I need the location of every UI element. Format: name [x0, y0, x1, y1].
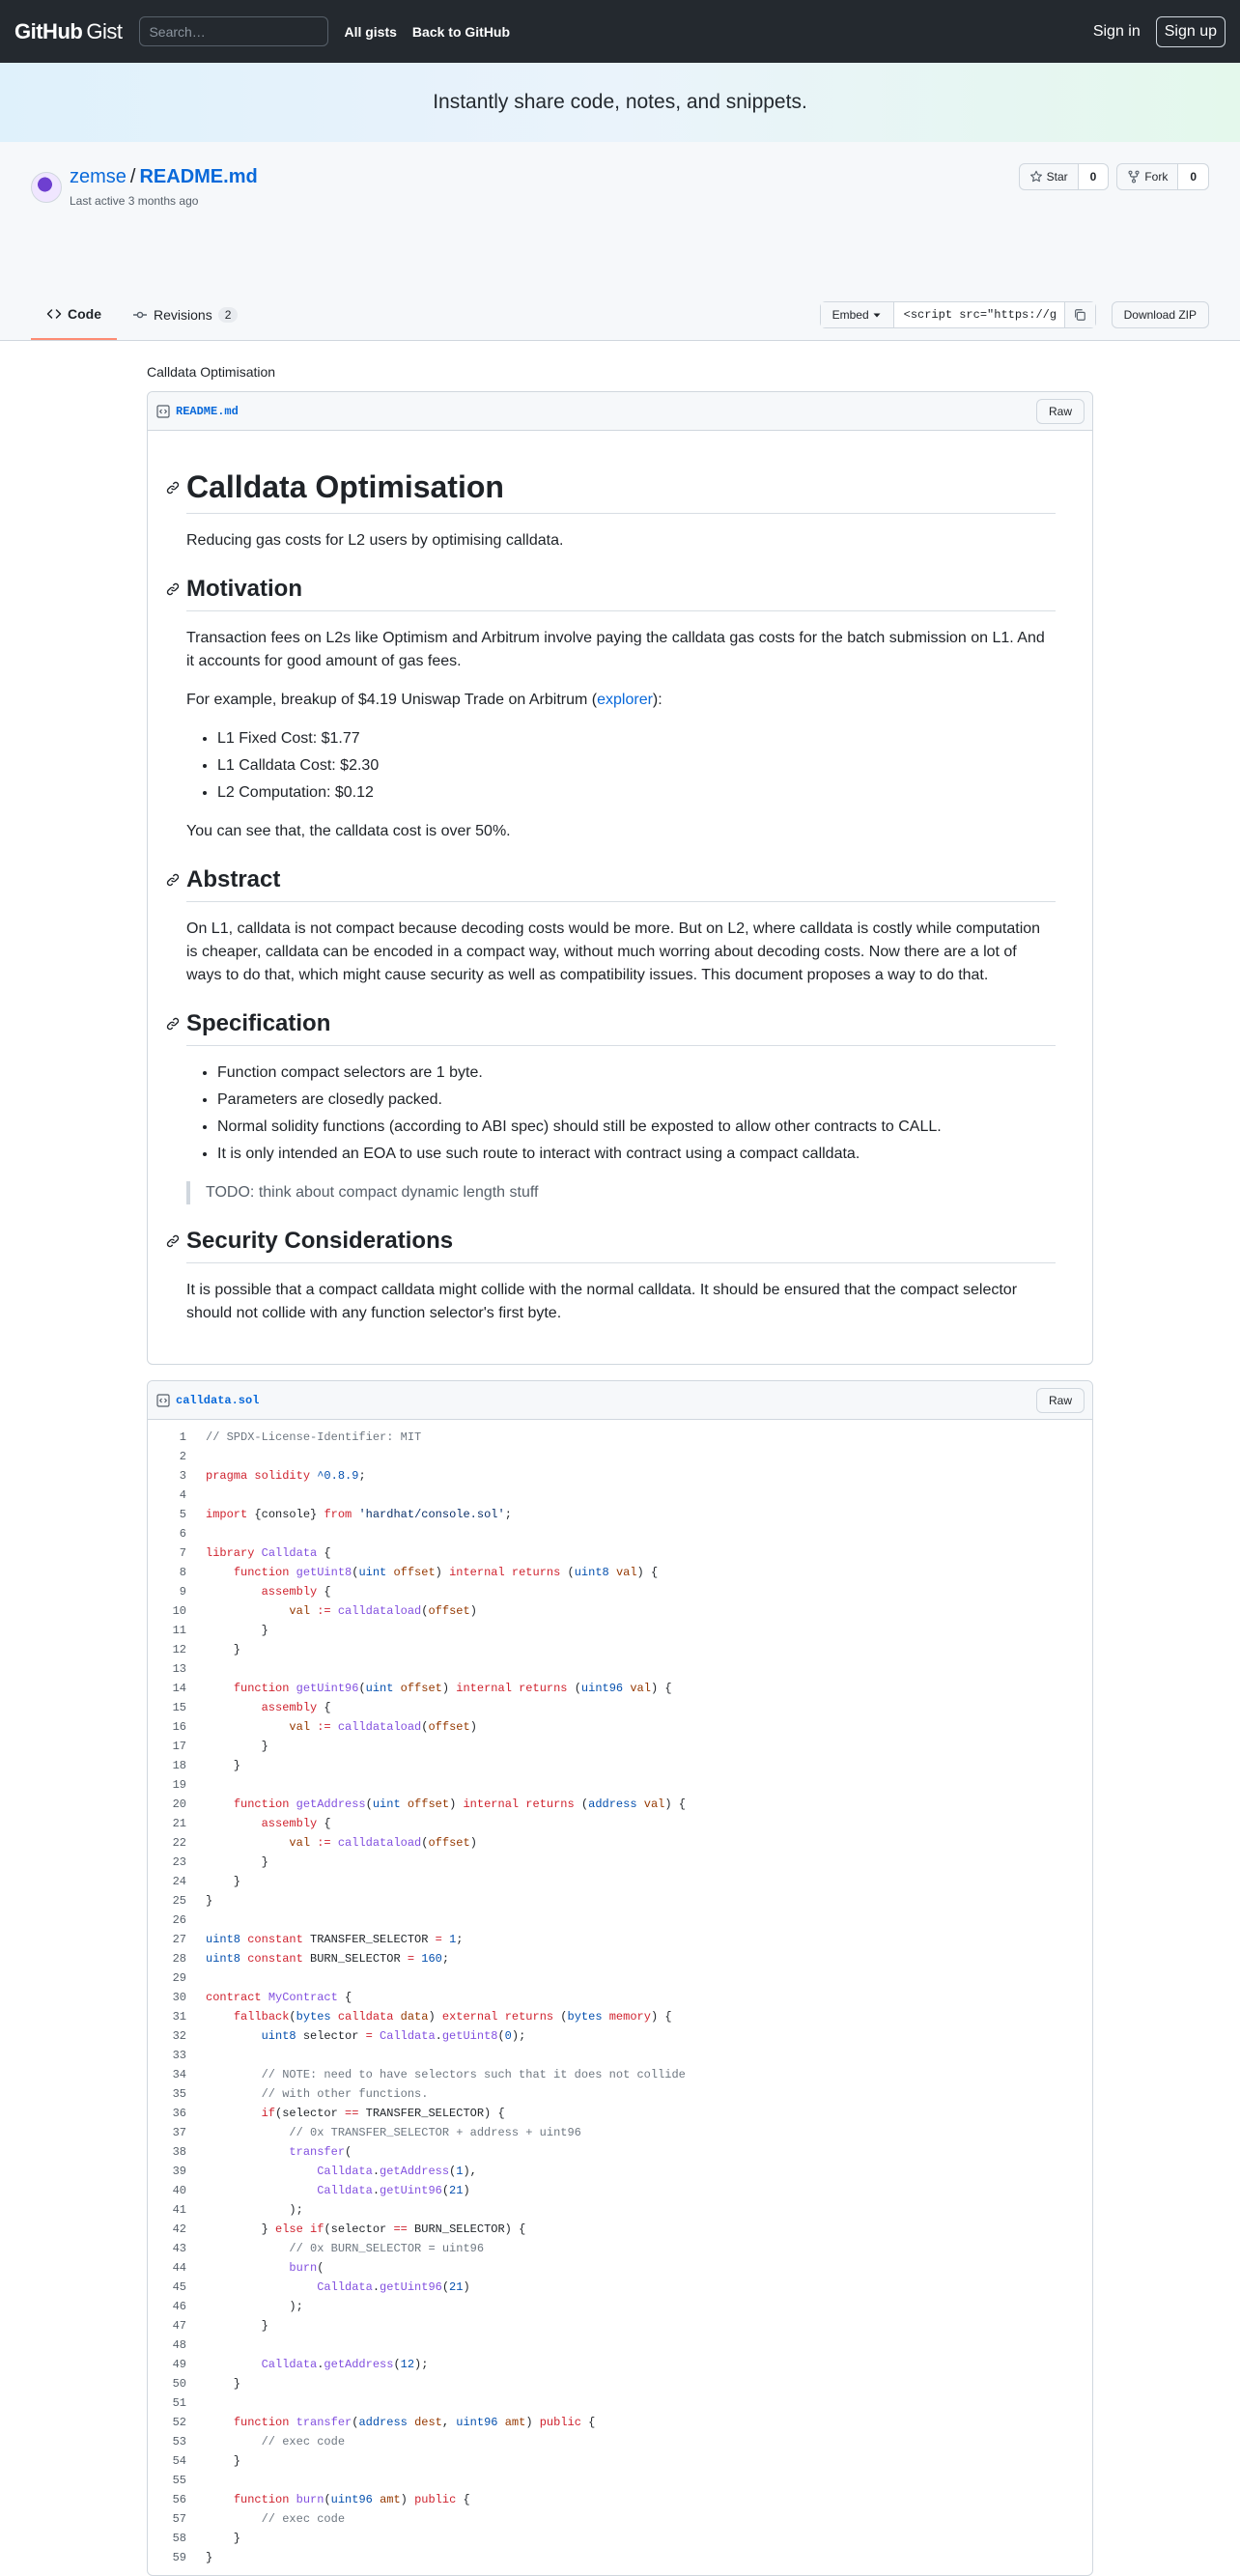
- embed-group: [820, 301, 1096, 328]
- code-line: [148, 1505, 1092, 1524]
- code-line: [148, 1582, 1092, 1601]
- line-content: [196, 2393, 206, 2413]
- code-line: [148, 1891, 1092, 1911]
- line-content: // with other functions.: [261, 2087, 429, 2101]
- line-content: }: [206, 2319, 268, 2333]
- heading-abstract-text: Abstract: [186, 866, 281, 892]
- line-content: } else if(selector == BURN_SELECTOR) {: [206, 2222, 526, 2236]
- readme-title-text: Calldata Optimisation: [186, 469, 504, 504]
- code-line: [148, 1447, 1092, 1466]
- heading-specification-text: Specification: [186, 1010, 331, 1036]
- code-line: [148, 1640, 1092, 1659]
- heading-motivation: [186, 576, 1056, 611]
- code-line: [148, 2374, 1092, 2393]
- line-content: [196, 1911, 206, 1930]
- line-number[interactable]: 23: [172, 1855, 186, 1869]
- star-button[interactable]: [1020, 164, 1079, 189]
- line-number[interactable]: 4: [179, 1488, 186, 1502]
- line-number[interactable]: 26: [172, 1913, 186, 1927]
- line-content: }: [206, 1740, 268, 1753]
- line-number[interactable]: 7: [179, 1546, 186, 1560]
- motivation-paragraph-2: [186, 689, 1056, 712]
- line-number[interactable]: 14: [172, 1682, 186, 1695]
- gist-actions: [1019, 163, 1209, 190]
- line-content: val := calldataload(offset): [289, 1836, 477, 1850]
- line-number[interactable]: 48: [172, 2338, 186, 2352]
- code-line: [148, 2065, 1092, 2084]
- line-content: [196, 1659, 206, 1679]
- line-number[interactable]: 50: [172, 2377, 186, 2391]
- fork-icon: [1127, 170, 1141, 184]
- code-line: [148, 2123, 1092, 2142]
- line-number[interactable]: 49: [172, 2358, 186, 2371]
- code-line: [148, 1737, 1092, 1756]
- line-number[interactable]: 34: [172, 2068, 186, 2081]
- title-separator: /: [129, 166, 136, 187]
- star-label: Star: [1046, 170, 1068, 184]
- download-zip-button[interactable]: Download ZIP: [1112, 301, 1209, 328]
- code-line: [148, 1679, 1092, 1698]
- line-number[interactable]: 41: [172, 2203, 186, 2217]
- gist-tabs: [31, 290, 253, 340]
- embed-code-input[interactable]: <script src="https://g: [903, 308, 1057, 322]
- line-content: }: [206, 1624, 268, 1637]
- list-item: • L1 Calldata Cost: $2.30: [217, 754, 1056, 778]
- star-button-group: [1019, 163, 1110, 190]
- line-content: function getUint96(uint offset) internal returns (uint96 val) {: [233, 1682, 672, 1695]
- tab-revisions[interactable]: [117, 290, 253, 340]
- code-line: [148, 1601, 1092, 1621]
- line-content: burn(: [289, 2261, 324, 2275]
- code-line: [148, 1968, 1092, 1988]
- line-content: [196, 1447, 206, 1466]
- code-line: [148, 2239, 1092, 2258]
- heading-abstract: [186, 866, 1056, 902]
- code-line: [148, 1659, 1092, 1679]
- line-number[interactable]: 18: [172, 1759, 186, 1772]
- code-line: [148, 2046, 1092, 2065]
- code-line: [148, 1775, 1092, 1795]
- code-line: [148, 2316, 1092, 2335]
- line-number[interactable]: 3: [179, 1469, 186, 1483]
- line-number[interactable]: 43: [172, 2242, 186, 2255]
- gist-header: [0, 142, 1240, 341]
- readme-intro: Reducing gas costs for L2 users by optimising calldata.: [186, 532, 564, 549]
- copy-button[interactable]: [1064, 302, 1095, 327]
- logo-github-text: GitHub: [14, 18, 83, 43]
- code-line: [148, 1486, 1092, 1505]
- code-filename-link[interactable]: calldata.sol: [176, 1393, 260, 1407]
- code-line: [148, 1698, 1092, 1717]
- line-number[interactable]: 59: [172, 2551, 186, 2564]
- file-code-icon: [155, 1393, 171, 1408]
- code-line: [148, 2529, 1092, 2548]
- line-content: val := calldataload(offset): [289, 1720, 477, 1734]
- line-number[interactable]: 56: [172, 2493, 186, 2506]
- sign-up-button[interactable]: Sign up: [1156, 16, 1226, 47]
- line-number[interactable]: 15: [172, 1701, 186, 1714]
- line-number[interactable]: 31: [172, 2010, 186, 2024]
- code-line: [148, 2258, 1092, 2278]
- line-number[interactable]: 22: [172, 1836, 186, 1850]
- line-number[interactable]: 37: [172, 2126, 186, 2139]
- code-listing: [148, 1420, 1092, 2575]
- heading-specification: [186, 1010, 1056, 1046]
- caret-down-icon: [872, 310, 882, 320]
- readme-raw-button[interactable]: Raw: [1036, 399, 1085, 424]
- motivation-paragraph-1: Transaction fees on L2s like Optimism and Arbitrum involve paying the calldata gas costs for the batch submission on L1. And it accounts for good amount of gas fees.: [186, 630, 1045, 669]
- embed-dropdown[interactable]: [821, 302, 894, 327]
- line-number[interactable]: 29: [172, 1971, 186, 1985]
- link-icon[interactable]: [165, 480, 184, 495]
- line-number[interactable]: 24: [172, 1875, 186, 1888]
- line-number[interactable]: 54: [172, 2454, 186, 2468]
- line-content: [196, 1968, 206, 1988]
- line-content: );: [206, 2203, 303, 2217]
- gist-titles: [70, 166, 258, 208]
- line-number[interactable]: 20: [172, 1798, 186, 1811]
- security-paragraph: It is possible that a compact calldata might collide with the normal calldata. It should be ensured that the compact selector should not collide with any function selector's first byte.: [186, 1282, 1018, 1321]
- code-line: [148, 2355, 1092, 2374]
- code-line: [148, 2026, 1092, 2046]
- list-item: • Normal solidity functions (according to ABI spec) should still be exposted to allow other contracts to CALL.: [217, 1116, 1056, 1139]
- code-line: [148, 1814, 1092, 1833]
- line-content: assembly {: [261, 1817, 331, 1830]
- code-line: [148, 1833, 1092, 1853]
- code-file-box: [147, 1380, 1093, 2576]
- code-line: [148, 1853, 1092, 1872]
- readme-title: [186, 469, 1056, 514]
- code-line: [148, 1466, 1092, 1486]
- line-number[interactable]: 35: [172, 2087, 186, 2101]
- tab-revisions-label: Revisions: [154, 307, 212, 323]
- code-line: [148, 1543, 1092, 1563]
- line-number[interactable]: 39: [172, 2165, 186, 2178]
- line-number[interactable]: 38: [172, 2145, 186, 2159]
- heading-security-text: Security Considerations: [186, 1228, 454, 1254]
- line-number[interactable]: 1: [179, 1430, 186, 1444]
- line-content: }: [206, 2454, 241, 2468]
- code-icon: [46, 306, 62, 322]
- line-number[interactable]: 27: [172, 1933, 186, 1946]
- line-number[interactable]: 58: [172, 2532, 186, 2545]
- code-line: [148, 2548, 1092, 2567]
- code-line: [148, 2200, 1092, 2220]
- explorer-link[interactable]: explorer: [597, 692, 653, 708]
- line-number[interactable]: 19: [172, 1778, 186, 1792]
- owner-link[interactable]: zemse: [70, 166, 127, 187]
- line-content: }: [206, 1643, 241, 1656]
- todo-quote: TODO: think about compact dynamic length stuff: [186, 1181, 1056, 1204]
- code-line: [148, 1988, 1092, 2007]
- code-line: [148, 2181, 1092, 2200]
- code-line: [148, 2432, 1092, 2451]
- line-number[interactable]: 32: [172, 2029, 186, 2043]
- tab-code-label: Code: [68, 306, 101, 322]
- gist-right-controls: [820, 301, 1209, 328]
- line-content: [196, 2471, 206, 2490]
- line-number[interactable]: 25: [172, 1894, 186, 1908]
- link-icon[interactable]: [165, 1016, 184, 1032]
- specification-list: [186, 1062, 1056, 1166]
- gist-title: [70, 166, 258, 188]
- github-gist-logo[interactable]: [14, 19, 122, 44]
- nav-all-gists[interactable]: All gists: [344, 23, 397, 40]
- fork-count[interactable]: 0: [1178, 164, 1208, 189]
- gist-file-link[interactable]: README.md: [139, 166, 258, 187]
- code-line: [148, 2509, 1092, 2529]
- line-content: assembly {: [261, 1585, 331, 1599]
- code-line: [148, 1563, 1092, 1582]
- file-code-icon: [155, 404, 171, 419]
- code-line: [148, 2142, 1092, 2162]
- line-number[interactable]: 36: [172, 2107, 186, 2120]
- tab-code[interactable]: [31, 290, 117, 340]
- list-item: • Function compact selectors are 1 byte.: [217, 1062, 1056, 1085]
- readme-body: [148, 431, 1092, 1364]
- line-content: function transfer(address dest, uint96 amt) public {: [233, 2416, 596, 2429]
- line-number[interactable]: 45: [172, 2280, 186, 2294]
- line-content: function burn(uint96 amt) public {: [233, 2493, 470, 2506]
- code-line: [148, 2471, 1092, 2490]
- line-number[interactable]: 11: [172, 1624, 186, 1637]
- code-line: [148, 2162, 1092, 2181]
- line-number[interactable]: 16: [172, 1720, 186, 1734]
- code-line: [148, 2084, 1092, 2104]
- line-content: uint8 constant BURN_SELECTOR = 160;: [206, 1952, 450, 1966]
- line-content: [196, 2335, 206, 2355]
- line-number[interactable]: 12: [172, 1643, 186, 1656]
- abstract-paragraph: On L1, calldata is not compact because decoding costs would be more. But on L2, where calldata is costly while computation is cheaper, calldata can be encoded in a compact way, without much worring about decoding costs. Now there are a lot of ways to do that, which might cause security as well as compatibility issues. This document proposes a way to do that.: [186, 920, 1041, 983]
- line-content: }: [206, 2377, 241, 2391]
- code-line: [148, 1717, 1092, 1737]
- line-number[interactable]: 46: [172, 2300, 186, 2313]
- readme-file-box: [147, 391, 1093, 1365]
- line-content: [196, 1775, 206, 1795]
- line-number[interactable]: 40: [172, 2184, 186, 2197]
- line-content: // NOTE: need to have selectors such that it does not collide: [261, 2068, 686, 2081]
- line-content: Calldata.getAddress(1),: [317, 2165, 477, 2178]
- line-number[interactable]: 42: [172, 2222, 186, 2236]
- line-number[interactable]: 8: [179, 1566, 186, 1579]
- search-input[interactable]: [139, 16, 328, 46]
- line-number[interactable]: 13: [172, 1662, 186, 1676]
- gist-description: Calldata Optimisation: [147, 364, 276, 380]
- line-number[interactable]: 6: [179, 1527, 186, 1541]
- code-line: [148, 2007, 1092, 2026]
- line-content: }: [206, 1759, 241, 1772]
- line-content: contract MyContract {: [206, 1991, 352, 2004]
- line-content: // 0x BURN_SELECTOR = uint96: [289, 2242, 485, 2255]
- tagline-banner: [0, 63, 1240, 142]
- line-content: // SPDX-License-Identifier: MIT: [206, 1430, 422, 1444]
- copy-icon: [1073, 308, 1086, 322]
- tagline-text: Instantly share code, notes, and snippets.: [433, 91, 807, 113]
- heading-motivation-text: Motivation: [186, 576, 302, 602]
- code-line: [148, 2490, 1092, 2509]
- code-line: [148, 1949, 1092, 1968]
- line-content: }: [206, 1875, 241, 1888]
- code-line: [148, 1428, 1092, 1447]
- code-line: [148, 1930, 1092, 1949]
- sign-in-link[interactable]: Sign in: [1092, 22, 1141, 40]
- heading-security: [186, 1228, 1056, 1263]
- code-line: [148, 1524, 1092, 1543]
- list-item: • It is only intended an EOA to use such route to interact with contract using a compact calldata.: [217, 1143, 1056, 1166]
- nav-right: [1093, 16, 1226, 47]
- line-number[interactable]: 28: [172, 1952, 186, 1966]
- code-line: [148, 1911, 1092, 1930]
- line-content: [196, 2046, 206, 2065]
- gist-owner-row: [31, 166, 258, 208]
- code-line: [148, 2413, 1092, 2432]
- code-line: [148, 2335, 1092, 2355]
- code-line: [148, 1756, 1092, 1775]
- list-item: • L1 Fixed Cost: $1.77: [217, 727, 1056, 750]
- code-line: [148, 2393, 1092, 2413]
- fork-label: Fork: [1144, 170, 1169, 184]
- line-content: transfer(: [289, 2145, 352, 2159]
- fork-button[interactable]: [1117, 164, 1178, 189]
- line-content: import {console} from 'hardhat/console.sol';: [206, 1508, 512, 1521]
- line-content: );: [206, 2300, 303, 2313]
- line-content: Calldata.getAddress(12);: [261, 2358, 429, 2371]
- logo-gist-text: Gist: [86, 18, 123, 43]
- line-number[interactable]: 21: [172, 1817, 186, 1830]
- line-number[interactable]: 10: [172, 1604, 186, 1618]
- commit-icon: [132, 307, 148, 323]
- readme-file-header: [148, 392, 1092, 431]
- line-number[interactable]: 44: [172, 2261, 186, 2275]
- link-icon[interactable]: [165, 1233, 184, 1249]
- revisions-count: 2: [218, 307, 239, 323]
- code-file-header: [148, 1381, 1092, 1420]
- line-number[interactable]: 2: [179, 1450, 186, 1463]
- line-number[interactable]: 30: [172, 1991, 186, 2004]
- line-content: // 0x TRANSFER_SELECTOR + address + uint96: [289, 2126, 581, 2139]
- line-content: val := calldataload(offset): [289, 1604, 477, 1618]
- line-content: function getAddress(uint offset) internal returns (address val) {: [233, 1798, 686, 1811]
- line-number[interactable]: 33: [172, 2049, 186, 2062]
- line-content: Calldata.getUint96(21): [317, 2280, 470, 2294]
- line-content: }: [206, 1894, 213, 1908]
- line-number[interactable]: 53: [172, 2435, 186, 2449]
- code-line: [148, 2220, 1092, 2239]
- line-content: uint8 constant TRANSFER_SELECTOR = 1;: [206, 1933, 464, 1946]
- link-icon[interactable]: [165, 872, 184, 888]
- line-number[interactable]: 47: [172, 2319, 186, 2333]
- link-icon[interactable]: [165, 581, 184, 597]
- cost-breakup-list: [186, 727, 1056, 805]
- line-content: Calldata.getUint96(21): [317, 2184, 470, 2197]
- line-content: library Calldata {: [206, 1546, 331, 1560]
- line-number[interactable]: 9: [179, 1585, 186, 1599]
- code-line: [148, 2297, 1092, 2316]
- code-line: [148, 1621, 1092, 1640]
- code-line: [148, 1872, 1092, 1891]
- line-content: pragma solidity ^0.8.9;: [206, 1469, 366, 1483]
- list-item: • Parameters are closedly packed.: [217, 1089, 1056, 1112]
- line-number[interactable]: 55: [172, 2474, 186, 2487]
- code-line: [148, 1795, 1092, 1814]
- line-content: }: [206, 2551, 213, 2564]
- fork-button-group: [1116, 163, 1209, 190]
- line-content: fallback(bytes calldata data) external returns (bytes memory) {: [233, 2010, 672, 2024]
- line-number[interactable]: 5: [179, 1508, 186, 1521]
- list-item: • L2 Computation: $0.12: [217, 781, 1056, 805]
- main-content: [147, 341, 1093, 2576]
- line-content: uint8 selector = Calldata.getUint8(0);: [261, 2029, 526, 2043]
- line-content: assembly {: [261, 1701, 331, 1714]
- line-number[interactable]: 17: [172, 1740, 186, 1753]
- line-number[interactable]: 51: [172, 2396, 186, 2410]
- motivation-paragraph-3: You can see that, the calldata cost is over 50%.: [186, 823, 511, 839]
- line-content: // exec code: [261, 2512, 346, 2526]
- code-raw-button[interactable]: Raw: [1036, 1388, 1085, 1413]
- line-number[interactable]: 57: [172, 2512, 186, 2526]
- readme-filename-link[interactable]: README.md: [176, 404, 239, 418]
- motivation-p2-before: For example, breakup of $4.19 Uniswap Trade on Arbitrum (: [186, 692, 598, 708]
- embed-label: Embed: [831, 308, 869, 322]
- nav-back-to-github[interactable]: Back to GitHub: [411, 23, 511, 40]
- code-line: [148, 2278, 1092, 2297]
- line-content: function getUint8(uint offset) internal returns (uint8 val) {: [233, 1566, 659, 1579]
- line-content: [196, 1486, 206, 1505]
- star-icon: [1029, 170, 1043, 184]
- line-content: }: [206, 2532, 241, 2545]
- line-number[interactable]: 52: [172, 2416, 186, 2429]
- motivation-p2-after: ):: [652, 692, 662, 708]
- line-content: // exec code: [261, 2435, 346, 2449]
- line-content: [196, 1524, 206, 1543]
- code-line: [148, 2451, 1092, 2471]
- avatar[interactable]: [31, 172, 62, 203]
- line-content: }: [206, 1855, 268, 1869]
- top-navbar: [0, 0, 1240, 63]
- star-count[interactable]: 0: [1079, 164, 1109, 189]
- code-line: [148, 2104, 1092, 2123]
- line-content: if(selector == TRANSFER_SELECTOR) {: [261, 2107, 505, 2120]
- last-active-text: Last active 3 months ago: [70, 194, 199, 208]
